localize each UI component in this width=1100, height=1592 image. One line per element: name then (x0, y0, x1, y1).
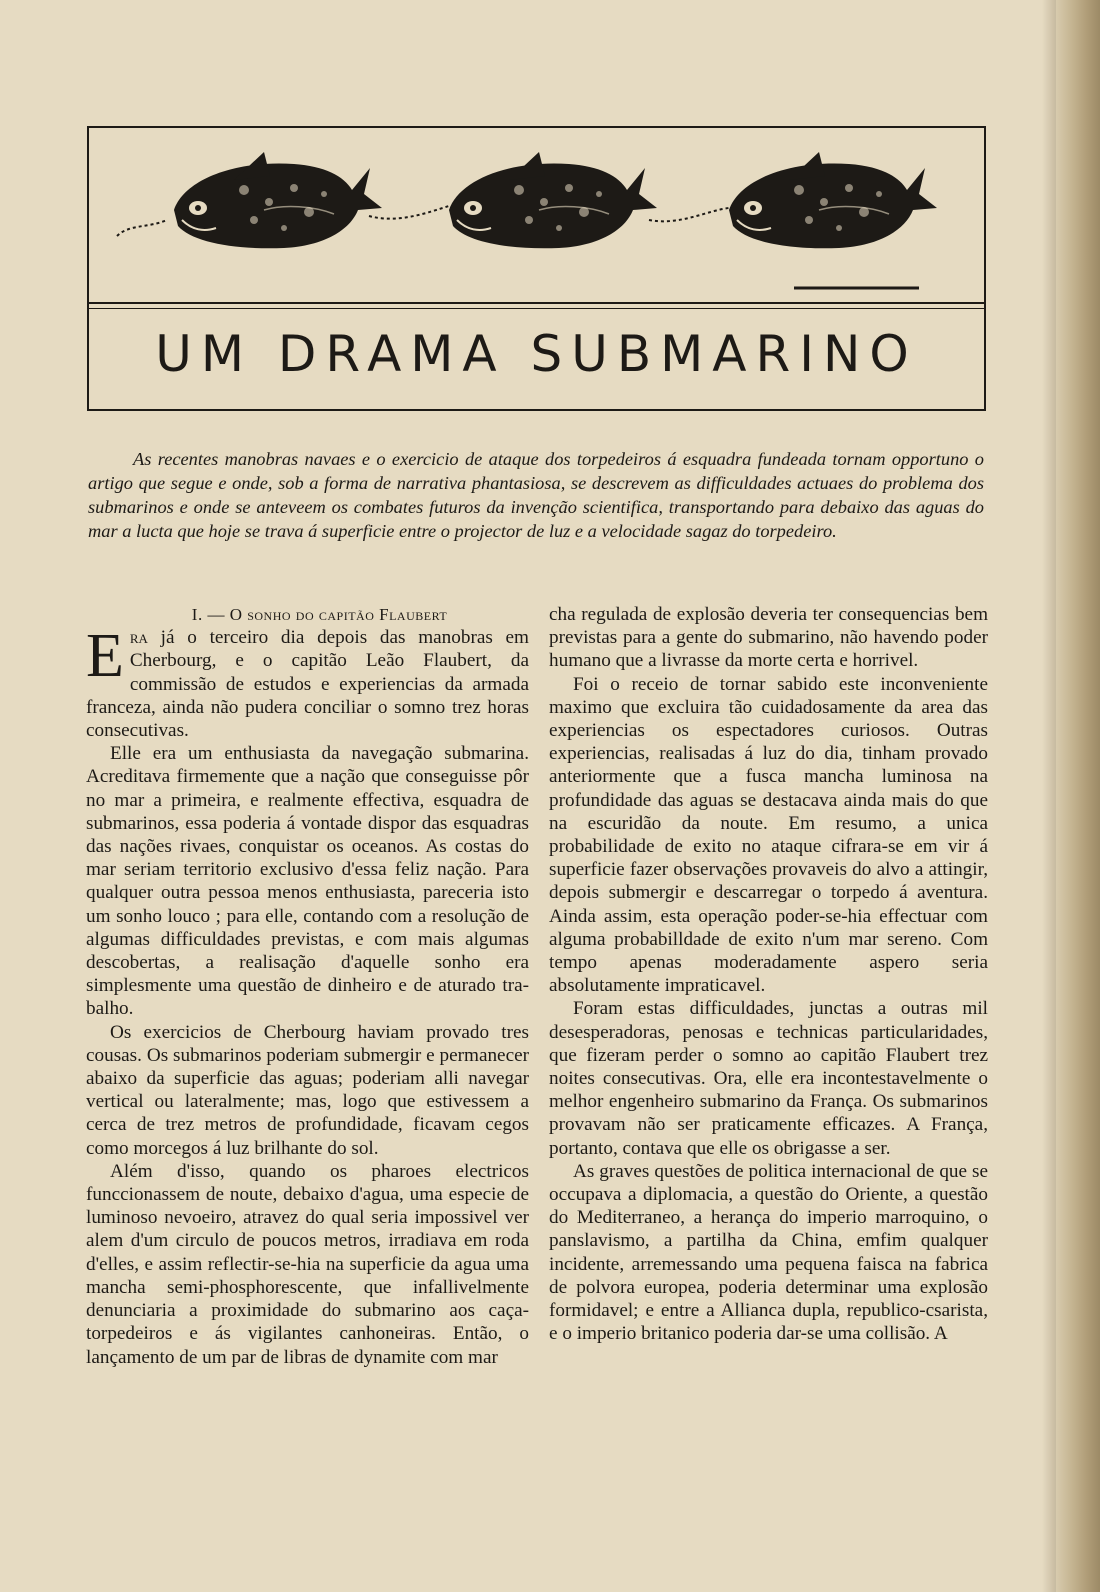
next-page-edge (1056, 0, 1100, 1592)
paragraph: As graves questões de politica internacional de que se occupava a diplomacia, a questão do Oriente, a questão do Mediterraneo, a herança do imperio marroquino, o panslavismo, a partilha da China, emfim qualquer incidente, arremessando uma pequena faisca na fabrica de polvora europea, poderia determinar uma explosão formidavel; e entre a Allianca dupla, republico-csarista, e o imperio britanico poderia dar-se uma collisão. A (549, 1160, 988, 1345)
paragraph: Foram estas difficuldades, junctas a outras mil desesperadoras, penosas e technicas particularidades, que fizeram perder o somno ao capitão Flaubert trez noites consecutivas. Ora, elle era incontestavelmente o melhor engenheiro submarino da França. Os submarinos provavam não ser praticamente efficazes. A França, portanto, contava que elle os obrigasse a ser. (549, 998, 988, 1159)
first-word-small-caps: ra (129, 627, 148, 649)
article-title: UM DRAMA SUBMARINO (155, 325, 918, 383)
right-column (549, 603, 988, 1346)
left-column (86, 603, 529, 1369)
intro-paragraph (88, 447, 984, 543)
drop-cap: E (86, 622, 124, 691)
paragraph: Elle era um enthusiasta da navegação submarina. Acreditava firmemente que a nação que conseguisse pôr no mar a primeira, e realmente effectiva, esquadra de submarinos, essa poderia á vontade dispor das esquadras das nações rivaes, conquistar os oceanos. As costas do mar seriam territorio exclusivo d'essa feliz nação. Para qualquer outra pessoa menos enthusiasta, pareceria isto um sonho louco ; para elle, contando com a resolução de algumas difficuldades previstas, e com mais algumas descobertas, a realisação d'aquelle sonho era simplesmente uma questão de dinheiro e de aturado trabalho. (86, 743, 529, 1020)
paragraph: Além d'isso, quando os pharoes electricos funccionassem de noute, debaixo d'agua, uma especie de luminoso nevoeiro, atravez do qual seria impossivel ver alem d'um circulo de poucos metros, irradiava em roda d'elles, e assim reflectir-se-hia na superficie da agua uma mancha semi-phosphorescente, que infallivelmente denunciaria a proximidade do submarino aos caça-torpedeiros e ás vigilantes canhoneiras. Então, o lançamento de um par de libras de dynamite com mar (86, 1160, 529, 1368)
first-paragraph (86, 622, 529, 742)
fish-illustration (89, 128, 984, 304)
title-band (89, 308, 984, 409)
intro-text: As recentes manobras navaes e o exercicio de ataque dos torpedeiros á esquadra fundeada tornam opportuno o artigo que segue e onde, sob a forma de narrativa phantasiosa, se descrevem as difficuldades actuaes do problema dos submarinos e onde se anteveem os combates futuros da invenção scientifica, transportando para debaixo das aguas do mar a lucta que hoje se trava á superficie entre o projector de luz e a velocidade sagaz do torpedeiro. (88, 449, 984, 541)
first-paragraph-text: já o terceiro dia depois das manobras em Cherbourg, e o capitão Leão Flaubert, da commissão de estudos e experiencias da armada franceza, ainda não pudera conciliar o somno trez horas consecutivas. (86, 627, 529, 742)
fish-engraving (89, 128, 983, 300)
page-gutter-shadow (1042, 0, 1056, 1592)
section-heading: I. — O sonho do capitão Flaubert (191, 605, 448, 624)
paragraph: Os exercicios de Cherbourg haviam provado tres cousas. Os submarinos poderiam submergir e permanecer abaixo da superficie das aguas; poderiam alli navegar vertical ou lateralmente; mas, logo que estivessem a cerca de trez metros de profundidade, ficavam cegos como morcegos á luz brilhante do sol. (86, 1021, 529, 1159)
paragraph: Foi o receio de tornar sabido este inconveniente maximo que excluira tão cuidadosamente da area das experiencias os espectadores curiosos. Outras experiencias, realisadas á luz do dia, tinham provado anteriormente que a fusca mancha luminosa na profundidade das aguas se destacava ainda mais do que na escuridão da noute. Em resumo, a unica probabilidade de exito no ataque cifrara-se em vir á superficie fazer observações provaveis do alvo a attingir, depois submergir e descarregar o torpedo á aventura. Ainda assim, esta operação poder-se-hia effectuar com alguma probabilldade de exito n'um mar sereno. Com tempo apenas moderadamente aspero seria absolutamente impraticavel. (549, 673, 988, 997)
paragraph-continued: cha regulada de explosão deveria ter consequencias bem previstas para a gente do submarino, não havendo poder humano que a livrasse da morte certa e horrivel. (549, 604, 988, 672)
article-header (87, 126, 986, 411)
